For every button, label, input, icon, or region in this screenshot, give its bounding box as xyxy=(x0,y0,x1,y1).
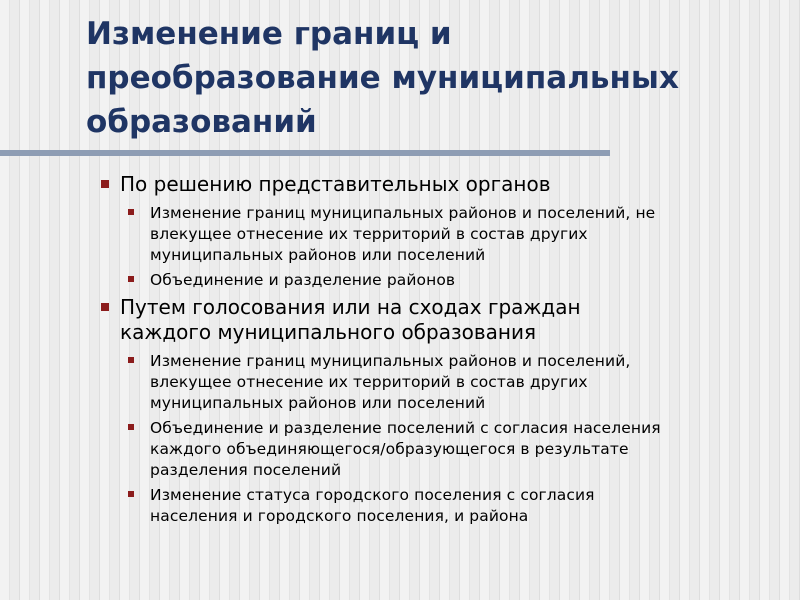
bullet-text: Объединение и разделение поселений с согласия населения xyxy=(150,419,661,437)
bullet-item-level1 xyxy=(114,295,774,345)
square-bullet-icon xyxy=(128,357,134,363)
title-line: преобразование муниципальных xyxy=(86,60,679,96)
bullet-item-level2 xyxy=(150,351,774,414)
bullet-item-level2 xyxy=(150,270,774,291)
bullet-text: муниципальных районов или поселений xyxy=(150,246,486,264)
bullet-item-level2 xyxy=(150,418,774,481)
title-line: образований xyxy=(86,104,317,140)
bullet-text: Объединение и разделение районов xyxy=(150,271,456,289)
bullet-text: влекущее отнесение их территорий в состав других xyxy=(150,373,588,391)
square-bullet-icon xyxy=(101,303,109,311)
title-divider xyxy=(0,150,610,156)
square-bullet-icon xyxy=(101,180,109,188)
bullet-text: разделения поселений xyxy=(150,461,342,479)
title-line: Изменение границ и xyxy=(86,16,452,52)
slide-body xyxy=(114,172,774,531)
square-bullet-icon xyxy=(128,491,134,497)
square-bullet-icon xyxy=(128,209,134,215)
bullet-text: влекущее отнесение их территорий в состав других xyxy=(150,225,588,243)
bullet-text: Изменение статуса городского поселения с согласия xyxy=(150,486,595,504)
square-bullet-icon xyxy=(128,424,134,430)
bullet-item-level1 xyxy=(114,172,774,197)
bullet-text: каждого объединяющегося/образующегося в результате xyxy=(150,440,629,458)
square-bullet-icon xyxy=(128,276,134,282)
bullet-text: По решению представительных органов xyxy=(120,172,551,196)
bullet-item-level2 xyxy=(150,485,774,527)
bullet-item-level2 xyxy=(150,203,774,266)
bullet-text: Изменение границ муниципальных районов и поселений, не xyxy=(150,204,656,222)
bullet-text: муниципальных районов или поселений xyxy=(150,394,486,412)
bullet-text: каждого муниципального образования xyxy=(120,320,536,344)
bullet-text: Путем голосования или на сходах граждан xyxy=(120,295,581,319)
bullet-text: населения и городского поселения, и района xyxy=(150,507,529,525)
slide-title xyxy=(86,12,726,144)
bullet-text: Изменение границ муниципальных районов и поселений, xyxy=(150,352,631,370)
